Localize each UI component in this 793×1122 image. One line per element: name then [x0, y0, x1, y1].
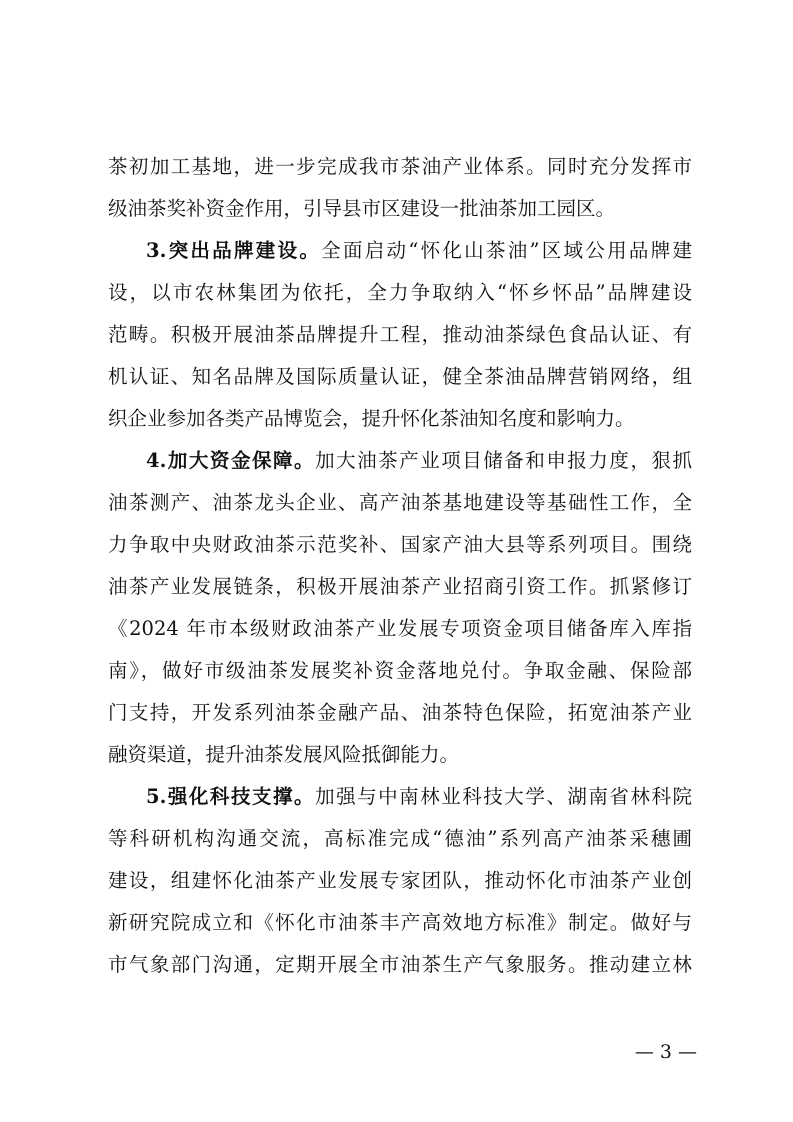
paragraph-line: 力争取中央财政油茶示范奖补、国家产油大县等系列项目。围绕 — [108, 533, 692, 556]
section-heading-brand: 3.突出品牌建设。 — [146, 239, 322, 262]
paragraph-line: 茶初加工基地，进一步完成我市茶油产业体系。同时充分发挥市 — [108, 155, 692, 178]
body-text — [108, 146, 692, 986]
paragraph-line: 油茶产业发展链条，积极开展油茶产业招商引资工作。抓紧修订 — [108, 575, 692, 598]
paragraph-line: 南》，做好市级油茶发展奖补资金落地兑付。争取金融、保险部 — [108, 659, 692, 682]
paragraph-line: 市气象部门沟通，定期开展全市油茶生产气象服务。推动建立林 — [108, 953, 692, 976]
paragraph-line: 设，以市农林集团为依托，全力争取纳入“怀乡怀品”品牌建设 — [108, 281, 692, 304]
paragraph-line: 级油茶奖补资金作用，引导县市区建设一批油茶加工园区。 — [108, 197, 616, 220]
page-number: — 3 — — [634, 1041, 697, 1063]
paragraph-line: 等科研机构沟通交流，高标准完成“德油”系列高产油茶采穗圃 — [108, 827, 692, 850]
paragraph-line: 门支持，开发系列油茶金融产品、油茶特色保险，拓宽油茶产业 — [108, 701, 692, 724]
section-heading-funding: 4.加大资金保障。 — [146, 449, 316, 472]
paragraph-line: 织企业参加各类产品博览会，提升怀化茶油知名度和影响力。 — [108, 407, 635, 430]
paragraph-line: 建设，组建怀化油茶产业发展专家团队，推动怀化市油茶产业创 — [108, 869, 692, 892]
paragraph-line: 油茶测产、油茶龙头企业、高产油茶基地建设等基础性工作，全 — [108, 491, 692, 514]
paragraph-line: 新研究院成立和《怀化市油茶丰产高效地方标准》制定。做好与 — [108, 911, 692, 934]
section-heading-line: 4.加大资金保障。加大油茶产业项目储备和申报力度，狠抓 — [146, 449, 692, 472]
paragraph-line: 融资渠道，提升油茶发展风险抵御能力。 — [108, 743, 460, 766]
paragraph-line: 机认证、知名品牌及国际质量认证，健全茶油品牌营销网络，组 — [108, 365, 692, 388]
section-heading-line: 5.强化科技支撑。加强与中南林业科技大学、湖南省林科院 — [146, 785, 692, 808]
section-heading-line: 3.突出品牌建设。全面启动“怀化山茶油”区域公用品牌建 — [146, 239, 692, 262]
paragraph-line: 《2024 年市本级财政油茶产业发展专项资金项目储备库入库指 — [108, 617, 692, 640]
section-heading-technology: 5.强化科技支撑。 — [146, 785, 316, 808]
paragraph-line: 范畴。积极开展油茶品牌提升工程，推动油茶绿色食品认证、有 — [108, 323, 692, 346]
